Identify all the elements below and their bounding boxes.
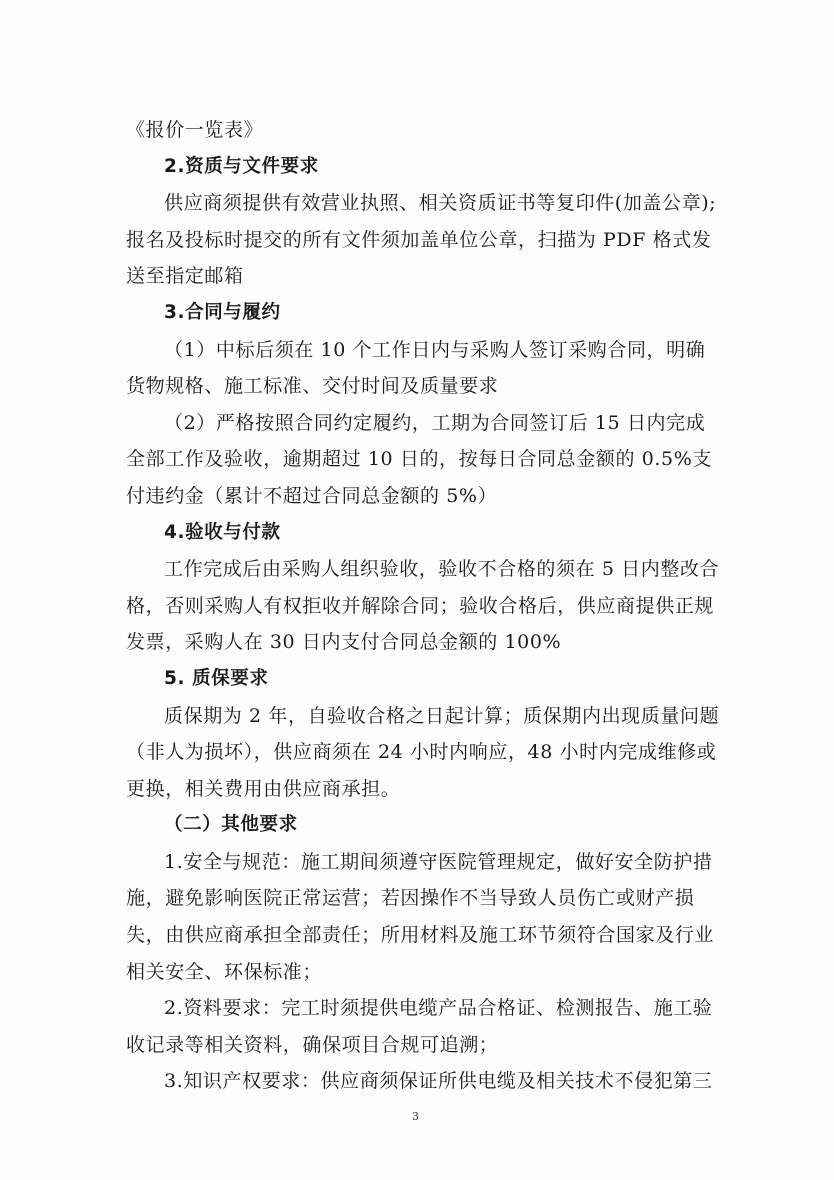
- text-line-1: 《报价一览表》: [126, 119, 264, 141]
- paragraph-qualification: 供应商须提供有效营业执照、相关资质证书等复印件(加盖公章);报名及投标时提交的所有文件须加盖单位公章，扫描为 PDF 格式发送至指定邮箱: [126, 192, 717, 288]
- paragraph-acceptance: 工作完成后由采购人组织验收，验收不合格的须在 5 日内整改合格，否则采购人有权拒收并解除合同；验收合格后，供应商提供正规发票，采购人在 30 日内支付合同总金额的 100%: [126, 558, 720, 654]
- section-heading-warranty: 5. 质保要求: [164, 667, 269, 689]
- section-heading-contract: 3.合同与履约: [164, 301, 281, 323]
- section-heading-acceptance: 4.验收与付款: [164, 521, 281, 543]
- paragraph-other-2: 2.资料要求：完工时须提供电缆产品合格证、检测报告、施工验收记录等相关资料，确保项目合规可追溯；: [126, 997, 713, 1056]
- paragraph-contract-2: （2）严格按照合同约定履约，工期为合同签订后 15 日内完成全部工作及验收，逾期超过 10 日的，按每日合同总金额的 0.5%支付违约金（累计不超过合同总金额的 5%）: [126, 411, 712, 507]
- paragraph-other-3: 3.知识产权要求：供应商须保证所供电缆及相关技术不侵犯第三: [164, 1070, 713, 1093]
- paragraph-other-1: 1.安全与规范：施工期间须遵守医院管理规定，做好安全防护措施，避免影响医院正常运营；若因操作不当导致人员伤亡或财产损失，由供应商承担全部责任；所用材料及施工环节须符合国家及行业相关安全、环保标准；: [126, 850, 715, 983]
- paragraph-contract-1: （1）中标后须在 10 个工作日内与采购人签订采购合同，明确货物规格、施工标准、交付时间及质量要求: [126, 338, 706, 398]
- section-heading-other: （二）其他要求: [164, 814, 298, 836]
- page-number: 3: [412, 1110, 419, 1123]
- section-heading-qualification: 2.资质与文件要求: [164, 155, 319, 177]
- paragraph-warranty: 质保期为 2 年，自验收合格之日起计算；质保期内出现质量问题（非人为损坏），供应商须在 24 小时内响应，48 小时内完成维修或更换，相关费用由供应商承担。: [126, 704, 720, 800]
- document-body: [126, 112, 722, 1100]
